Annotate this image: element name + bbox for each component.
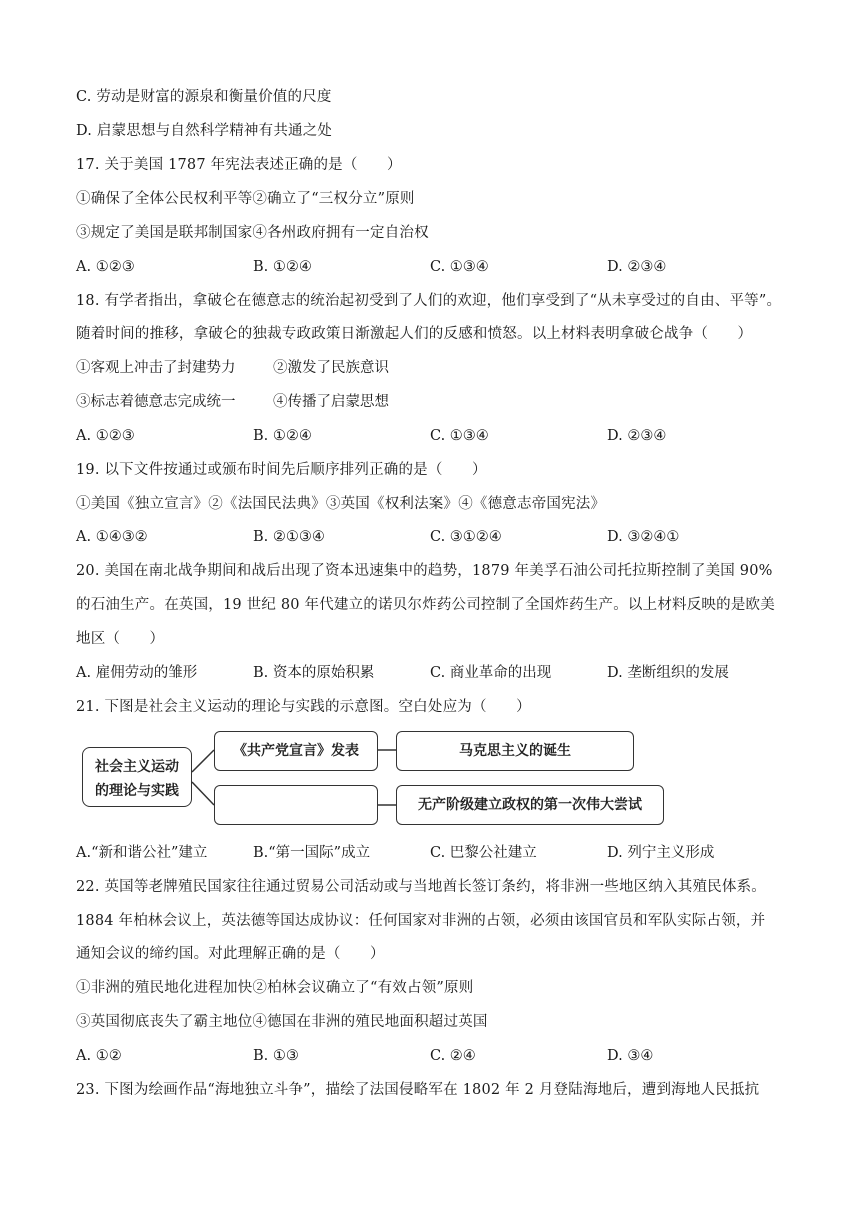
option-d-q16: D. 启蒙思想与自然科学精神有共通之处 bbox=[76, 123, 333, 139]
question-20-stem-line2: 的石油生产。在英国，19 世纪 80 年代建立的诺贝尔炸药公司控制了全国炸药生产。以上材料反映的是欧美 bbox=[76, 597, 775, 613]
question-20-stem-line1: 20. 美国在南北战争期间和战后出现了资本迅速集中的趋势，1879 年美孚石油公司托拉斯控制了美国 90% bbox=[76, 563, 773, 579]
option-d[interactable]: D. ③②④① bbox=[607, 529, 680, 545]
connector-bottom bbox=[192, 782, 214, 805]
option-b[interactable]: B. ②①③④ bbox=[253, 529, 325, 545]
question-17-statements-2: ③规定了美国是联邦制国家④各州政府拥有一定自治权 bbox=[76, 225, 429, 241]
question-22-options bbox=[76, 1046, 796, 1066]
option-d[interactable]: D. 垄断组织的发展 bbox=[607, 665, 729, 681]
statement-2: ②激发了民族意识 bbox=[273, 360, 389, 376]
question-18-stem-line1: 18. 有学者指出，拿破仑在德意志的统治起初受到了人们的欢迎，他们享受到了“从未享受过的自由、平等”。 bbox=[76, 293, 782, 309]
statement-4: ④传播了启蒙思想 bbox=[273, 394, 389, 410]
option-c[interactable]: C. ②④ bbox=[430, 1048, 476, 1064]
diagram-top-right-box bbox=[396, 731, 634, 771]
option-b[interactable]: B. 资本的原始积累 bbox=[253, 665, 375, 681]
option-b[interactable]: B.“第一国际”成立 bbox=[253, 845, 371, 861]
option-c-q16: C. 劳动是财富的源泉和衡量价值的尺度 bbox=[76, 89, 332, 105]
question-23-stem-line1: 23. 下图为绘画作品“海地独立斗争”，描绘了法国侵略军在 1802 年 2 月登陆海地后，遭到海地人民抵抗 bbox=[76, 1082, 760, 1098]
connector-top bbox=[192, 750, 214, 772]
question-22-statements-1: ①非洲的殖民地化进程加快②柏林会议确立了“有效占领”原则 bbox=[76, 980, 474, 996]
question-20-options bbox=[76, 663, 796, 683]
question-19-options bbox=[76, 527, 796, 547]
question-22-stem-line1: 22. 英国等老牌殖民国家往往通过贸易公司活动或与当地酋长签订条约，将非洲一些地区纳入其殖民体系。 bbox=[76, 879, 766, 895]
diagram-bottom-right-text: 无产阶级建立政权的第一次伟大尝试 bbox=[418, 797, 642, 813]
option-d[interactable]: D. 列宁主义形成 bbox=[607, 845, 715, 861]
diagram-blank-box bbox=[214, 785, 378, 825]
question-20-stem-line3: 地区（ ） bbox=[76, 631, 165, 647]
question-17-statements-1: ①确保了全体公民权利平等②确立了“三权分立”原则 bbox=[76, 191, 415, 207]
question-18-statements-1 bbox=[76, 358, 796, 378]
socialism-diagram bbox=[76, 725, 676, 830]
diagram-bottom-right-box bbox=[396, 785, 664, 825]
option-b[interactable]: B. ①③ bbox=[253, 1048, 299, 1064]
option-b[interactable]: B. ①②④ bbox=[253, 259, 312, 275]
option-d[interactable]: D. ②③④ bbox=[607, 428, 667, 444]
option-c[interactable]: C. ①③④ bbox=[430, 259, 489, 275]
question-17-options bbox=[76, 257, 796, 277]
question-19-stem: 19. 以下文件按通过或颁布时间先后顺序排列正确的是（ ） bbox=[76, 462, 487, 478]
option-a[interactable]: A. 雇佣劳动的雏形 bbox=[76, 665, 198, 681]
diagram-top-middle-box bbox=[214, 731, 378, 771]
option-a[interactable]: A.“新和谐公社”建立 bbox=[76, 845, 208, 861]
option-c[interactable]: C. ③①②④ bbox=[430, 529, 502, 545]
diagram-top-middle-text: 《共产党宣言》发表 bbox=[233, 743, 359, 759]
option-d[interactable]: D. ③④ bbox=[607, 1048, 654, 1064]
option-a[interactable]: A. ①②③ bbox=[76, 259, 135, 275]
question-17-stem: 17. 关于美国 1787 年宪法表述正确的是（ ） bbox=[76, 157, 402, 173]
question-21-options bbox=[76, 843, 796, 863]
option-b[interactable]: B. ①②④ bbox=[253, 428, 312, 444]
diagram-root-line1: 社会主义运动 bbox=[95, 759, 179, 775]
question-18-statements-2 bbox=[76, 392, 796, 412]
question-22-stem-line2: 1884 年柏林会议上，英法德等国达成协议：任何国家对非洲的占领，必须由该国官员和军队实际占领，并 bbox=[76, 913, 766, 929]
question-18-options bbox=[76, 426, 796, 446]
statement-3: ③标志着德意志完成统一 bbox=[76, 394, 236, 410]
option-a[interactable]: A. ①④③② bbox=[76, 529, 148, 545]
diagram-root-box bbox=[82, 747, 192, 807]
option-c[interactable]: C. 商业革命的出现 bbox=[430, 665, 552, 681]
question-22-stem-line3: 通知会议的缔约国。对此理解正确的是（ ） bbox=[76, 946, 385, 962]
option-a[interactable]: A. ①②③ bbox=[76, 428, 135, 444]
option-c[interactable]: C. 巴黎公社建立 bbox=[430, 845, 537, 861]
diagram-root-line2: 的理论与实践 bbox=[95, 783, 179, 799]
question-21-stem: 21. 下图是社会主义运动的理论与实践的示意图。空白处应为（ ） bbox=[76, 699, 531, 715]
option-d[interactable]: D. ②③④ bbox=[607, 259, 667, 275]
option-c[interactable]: C. ①③④ bbox=[430, 428, 489, 444]
question-18-stem-line2: 随着时间的推移，拿破仑的独裁专政政策日渐激起人们的反感和愤怒。以上材料表明拿破仑战争（ ） bbox=[76, 326, 753, 342]
option-a[interactable]: A. ①② bbox=[76, 1048, 122, 1064]
question-19-statements: ①美国《独立宣言》②《法国民法典》③英国《权利法案》④《德意志帝国宪法》 bbox=[76, 496, 606, 512]
question-22-statements-2: ③英国彻底丧失了霸主地位④德国在非洲的殖民地面积超过英国 bbox=[76, 1014, 488, 1030]
statement-1: ①客观上冲击了封建势力 bbox=[76, 360, 236, 376]
diagram-top-right-text: 马克思主义的诞生 bbox=[459, 743, 571, 759]
